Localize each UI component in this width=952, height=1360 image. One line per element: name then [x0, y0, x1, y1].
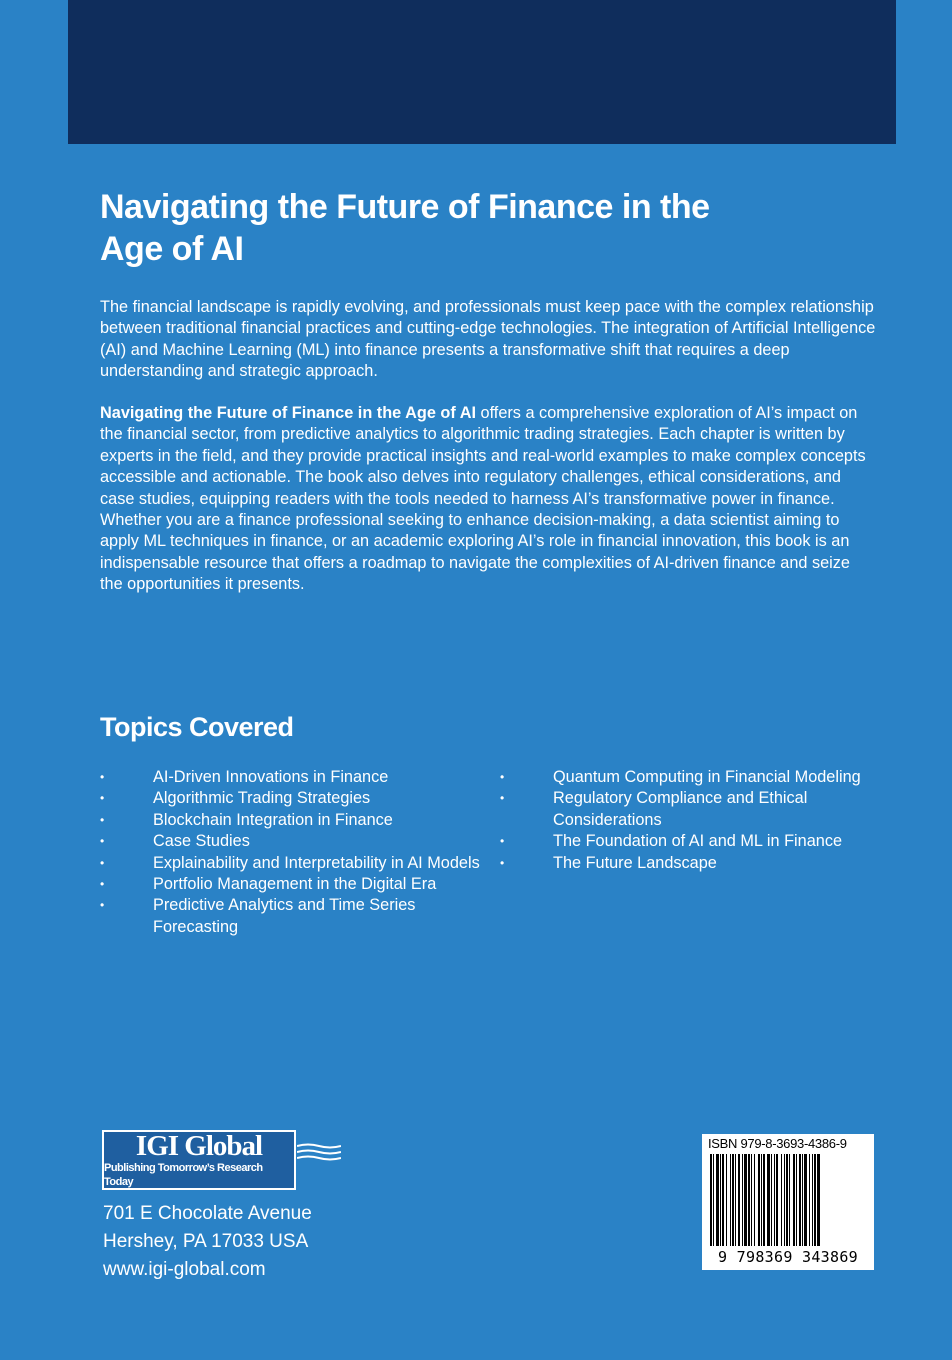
- publisher-logo: [102, 1130, 296, 1190]
- topic-label: The Foundation of AI and ML in Finance: [553, 832, 843, 851]
- topic-label: Algorithmic Trading Strategies: [153, 789, 371, 808]
- topic-item: [100, 831, 480, 852]
- bullet-icon: •: [100, 770, 105, 784]
- description-book-title: Navigating the Future of Finance in the Age of AI: [100, 404, 476, 422]
- topics-list-right: [500, 767, 890, 874]
- isbn-barcode: [702, 1134, 874, 1270]
- book-title-line1: Navigating the Future of Finance in the: [100, 188, 710, 226]
- topic-label: Explainability and Interpretability in AI Models: [153, 853, 480, 872]
- bullet-icon: •: [100, 898, 105, 913]
- bullet-icon: •: [100, 791, 105, 806]
- topic-label: Quantum Computing in Financial Modeling: [553, 768, 861, 786]
- description-paragraph-2-text: offers a comprehensive exploration of AI’s impact on the financial sector, from predictive analytics to algorithmic trading strategies. Each chapter is written by experts in the field, and they provide practical insights and real-world examples to make complex concepts accessible and actionable. The book also delves into regulatory challenges, ethical considerations, and case studies, equipping readers with the tools needed to harness AI’s transformative power in finance. Whether you are a finance professional seeking to enhance decision-making, a data scientist aiming to apply ML techniques in finance, or an academic exploring AI’s role in financial innovation, this book is an indispensable resource that offers a roadmap to navigate the complexities of AI-driven finance and seize the opportunities it presents.: [100, 404, 866, 594]
- description-paragraph-2: [100, 403, 876, 596]
- topic-label: Case Studies: [153, 832, 250, 851]
- book-title-line2: Age of AI: [100, 230, 244, 268]
- topic-item: [500, 853, 890, 874]
- publisher-logo-name: IGI Global: [135, 1129, 263, 1162]
- topic-item: [100, 788, 480, 809]
- bullet-icon: •: [100, 855, 105, 870]
- topic-item: [500, 767, 890, 788]
- publisher-website: www.igi-global.com: [103, 1259, 266, 1280]
- bullet-icon: •: [500, 791, 505, 806]
- topic-item: [100, 767, 480, 788]
- topic-label: Regulatory Compliance and Ethical Considerations: [553, 789, 808, 829]
- book-title: [100, 186, 800, 270]
- bullet-icon: •: [100, 812, 105, 827]
- topic-item: [100, 853, 480, 874]
- publisher-address: [103, 1200, 312, 1284]
- publisher-logo-tagline: Publishing Tomorrow’s Research Today: [104, 1161, 263, 1188]
- topic-label: Predictive Analytics and Time Series Forecasting: [153, 896, 416, 936]
- bullet-icon: •: [500, 855, 505, 870]
- topic-item: [500, 831, 890, 852]
- description-paragraph-1: The financial landscape is rapidly evolving, and professionals must keep pace with the complex relationship between traditional financial practices and cutting-edge technologies. The integration of Artificial Intelligence (AI) and Machine Learning (ML) into finance presents a transformative shift that requires a deep understanding and strategic approach.: [100, 298, 876, 381]
- top-navy-band: [68, 0, 896, 144]
- address-city: Hershey, PA 17033 USA: [103, 1231, 309, 1252]
- bullet-icon: •: [500, 770, 505, 784]
- bullet-icon: •: [100, 877, 105, 892]
- address-street: 701 E Chocolate Avenue: [103, 1203, 312, 1224]
- isbn-label: ISBN 979-8-3693-4386-9: [708, 1136, 847, 1151]
- topic-label: AI-Driven Innovations in Finance: [153, 768, 389, 786]
- topic-label: Portfolio Management in the Digital Era: [153, 875, 437, 894]
- topic-label: The Future Landscape: [553, 853, 717, 872]
- barcode-bars-icon: [708, 1154, 868, 1248]
- topic-item: [100, 895, 480, 938]
- topics-heading: Topics Covered: [100, 712, 294, 742]
- topics-list-left: [100, 767, 480, 938]
- topic-item: [100, 810, 480, 831]
- barcode-digits: 9 798369 343869: [718, 1248, 858, 1266]
- topic-item: [500, 788, 890, 831]
- topic-label: Blockchain Integration in Finance: [153, 810, 393, 829]
- topic-item: [100, 874, 480, 895]
- logo-waves-icon: [297, 1142, 341, 1164]
- bullet-icon: •: [100, 834, 105, 849]
- bullet-icon: •: [500, 834, 505, 849]
